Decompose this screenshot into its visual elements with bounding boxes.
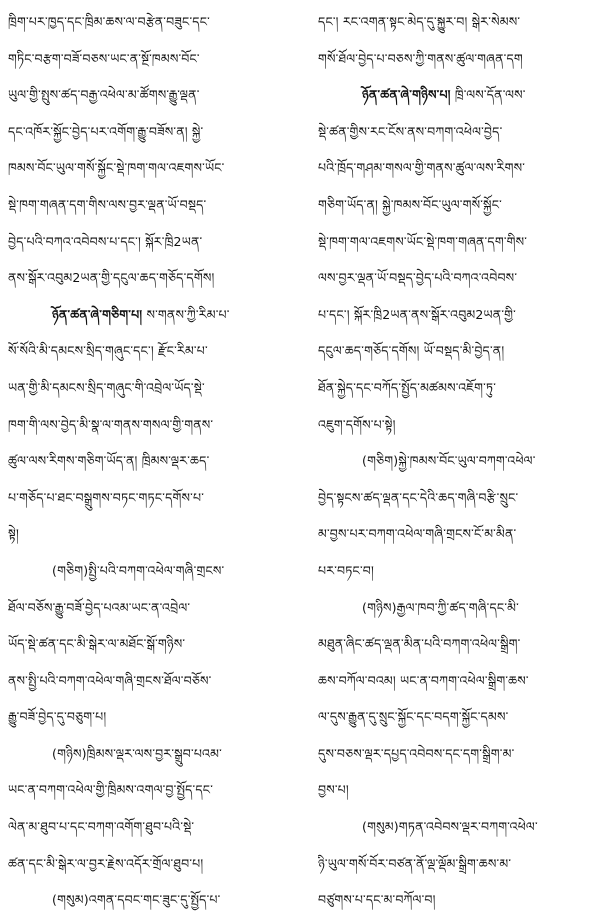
text-line: སྡེ་ཚན་གྱིས་རང་ངོས་ནས་བཀག་འཕེལ་བྱེད་ — [318, 123, 503, 139]
text-line: (གསུམ)གཏན་འབེབས་ལྡར་བཀག་འཕེལ་ — [362, 819, 538, 835]
text-line: པར་བཏང་བ། — [318, 562, 374, 578]
text-line: ཐོན་སྐྱེད་དང་བཀོད་སྤྱོད་མཚམས་འཇོག་ཏུ་ — [318, 379, 497, 395]
text-line: (གཅིག)སྤྱི་པའི་བཀག་འཕེལ་གཞི་གྲངས་ — [52, 562, 225, 578]
text-line: དང་། རང་འགན་སྟང་མེད་དུ་སྐྱུར་བ། སྒེར་སེམས་ — [318, 14, 521, 29]
text-line: སྡེ་ཁག་གཞན་དག་གིས་ལས་བྱར་ལྡན་ཡོ་བསྡད་ — [8, 196, 207, 212]
text-line: སྟེ། — [8, 526, 19, 542]
left-text-column — [8, 4, 276, 919]
article-text: ཁྲི་ལས་དོན་ལས་ — [450, 87, 526, 103]
text-line: ཆས་བཀོལ་བའམ། ཡང་ན་བཀག་འཕེལ་སྒྲིག་ཆས་ — [318, 672, 529, 688]
right-text-column — [318, 4, 586, 919]
text-line: ཡོད་སྡེ་ཚན་དང་མི་སྒེར་ལ་མཐོང་སྒོ་གཉིས་ — [8, 636, 186, 652]
text-line: གཅིག་ཡོད་ན། སྐྱེ་ཁམས་བོང་ཡུལ་གསོ་སྐྱོང་ — [318, 196, 502, 212]
text-line: ལ་དུས་རྒྱུན་དུ་སྲུང་སྐྱོང་དང་བདག་སྐྱོང་དམས་ — [318, 709, 509, 725]
text-line: གསོ་ཐོལ་བྱེད་པ་བཅས་ཀྱི་གནས་ཚུལ་གཞན་དག — [318, 50, 523, 66]
text-line: ཁྲིག་པར་ཁྱད་དང་ཁྲིམ་ཆས་ལ་བརྩེན་བཟུང་དང་ — [8, 14, 210, 29]
text-line: པ་གཅོད་པ་ཐང་བསྒྲུགས་བཏང་གཏང་དགོས་པ་ — [8, 489, 205, 505]
text-line: པའི་ཁྲོད་གཤམ་གསལ་གྱི་གནས་ཚུལ་ལས་རིགས་ — [318, 160, 526, 176]
text-line: ཚུལ་ལས་རིགས་གཅིག་ཡོད་ན། ཁྲིམས་ལྡར་ཆད་ — [8, 453, 210, 469]
text-line: (གཉིས)རྒྱལ་ཁབ་ཀྱི་ཚད་གཞི་དང་མི་ — [362, 599, 519, 615]
text-line: ཐོལ་བཅོས་རྒྱུ་བཟོ་བྱེད་པའམ་ཡང་ན་འབྲེལ་ — [8, 599, 191, 615]
text-line: དངུལ་ཆད་གཅོད་དགོས། ཡོ་བསྡད་མི་བྱེད་ན། — [318, 343, 505, 359]
text-line: ནས་སྤྱི་པའི་བཀག་འཕེལ་གཞི་གྲངས་ཐོལ་བཅོས་ — [8, 672, 212, 688]
text-line: རྒྱུ་བཟོ་བྱེད་དུ་བཅུག་པ། — [8, 709, 107, 725]
text-line: གཏིང་བརྩག་བཟོ་བཅས་ཡང་ན་སྔོ་ཁམས་བོང་ — [8, 50, 200, 66]
text-line: ཁག་གི་ལས་བྱེད་མི་སྣ་ལ་གནས་གསལ་གྱི་གནས་ — [8, 416, 214, 432]
text-line: བྱས་པ། — [318, 782, 349, 798]
text-line: འཇུག་དགོས་པ་སྟེ། — [318, 416, 396, 432]
text-line: པ་དང་། སྐོར་ཁྲི2ཡན་ནས་སྒོར་འབུམ2ཡན་གྱི་ — [318, 306, 516, 322]
text-line: མ་བྱས་པར་བཀག་འཕེལ་གཞི་གྲངས་ངོ་མ་མིན་ — [318, 526, 517, 542]
text-line: (གཅིག)སྐྱེ་ཁམས་བོང་ཡུལ་བཀག་འཕེལ་ — [362, 453, 536, 469]
text-line: ཚན་དང་མི་སྒེར་ལ་བྱར་རྗེས་འདོར་གྲོལ་ཐུབ་པ། — [8, 855, 204, 871]
text-line: ལས་བྱར་ལྡན་ཡོ་བསྡད་བྱེད་པའི་བཀའ་འབེབས་ — [318, 270, 518, 286]
text-line: ཡན་གྱི་མི་དམངས་སྲིད་གཞུང་གི་འབྲེལ་ཡོད་སྡེ་ — [8, 379, 205, 395]
text-line: བྱེད་སྟངས་ཚད་ལྡན་དང་དེའི་ཆད་གཞི་བརྩི་སྲུང་ — [318, 489, 519, 505]
text-line: མཐུན་ཞིང་ཚད་ལྡན་མིན་པའི་བཀག་འཕེལ་སྒྲིག་ — [318, 636, 521, 652]
article-number: ཉོན་ཚན་ཞེ་གཅིག་པ། — [52, 306, 143, 322]
text-line: སྡེ་ཁག་གལ་འཇགས་ཡོང་སྡེ་ཁག་གཞན་དག་གིས་ — [318, 233, 528, 249]
text-line: དུས་བཅས་ལྡར་དཔྱད་འབེབས་དང་དག་སྒྲིག་མ་ — [318, 745, 515, 761]
text-line: སོ་སོའི་མི་དམངས་སྲིད་གཞུང་དང་། རྫོང་རིམ་པ་ — [8, 343, 208, 359]
text-line: བཙུགས་པ་དང་མ་བཀོལ་བ། — [318, 892, 436, 908]
text-line: ཉི་ཡུལ་གསོ་བོར་བཙན་ནོ་ལྡ་ལྡོམ་སྒྲིག་ཆས་མ་ — [318, 855, 512, 871]
article-text: ས་གནས་ཀྱི་རིམ་པ་ — [142, 306, 230, 322]
article-heading-line — [318, 77, 586, 114]
text-line: བྱེད་པའི་བཀའ་འབེབས་པ་དང་། སྐོར་ཁྲི2ཡན་ — [8, 233, 203, 249]
article-number: ཉོན་ཚན་ཞེ་གཉིས་པ། — [362, 87, 451, 103]
text-line: (གཉིས)ཁྲིམས་ལྡར་ལས་བྱར་སྒྲུབ་པའམ་ — [52, 745, 222, 761]
text-line: ལེན་མ་ཐུབ་པ་དང་བཀག་འགོག་ཐུབ་པའི་སྡེ་ — [8, 819, 195, 835]
text-line: ཁམས་བོང་ཡུལ་གསོ་སྐྱོང་སྡེ་ཁག་གལ་འཇགས་ཡོང་ — [8, 160, 225, 176]
text-line: ཡུལ་གྱི་སྤུས་ཚད་བརྒྱ་འཕེལ་མ་ཚོགས་རྒྱུ་ལྡན་ — [8, 87, 200, 103]
text-line: ནས་སྒོར་འབུམ2ཡན་གྱི་དངུལ་ཆད་གཅོད་དགོས། — [8, 270, 215, 286]
text-line: (གསུམ)འགན་དབང་གང་ཟུང་དུ་སྤྱོད་པ་ — [52, 892, 221, 908]
text-line: ཡང་ན་བཀག་འཕེལ་གྱི་ཁྲིམས་འགལ་བྱ་སྤྱོད་དང་ — [8, 782, 214, 798]
article-heading-line — [8, 297, 276, 334]
text-line: དང་འཁོར་སྐྱོང་བྱེད་པར་འགོག་རྒྱུ་བཟོས་ན། སྐྱེ་ — [8, 123, 204, 139]
